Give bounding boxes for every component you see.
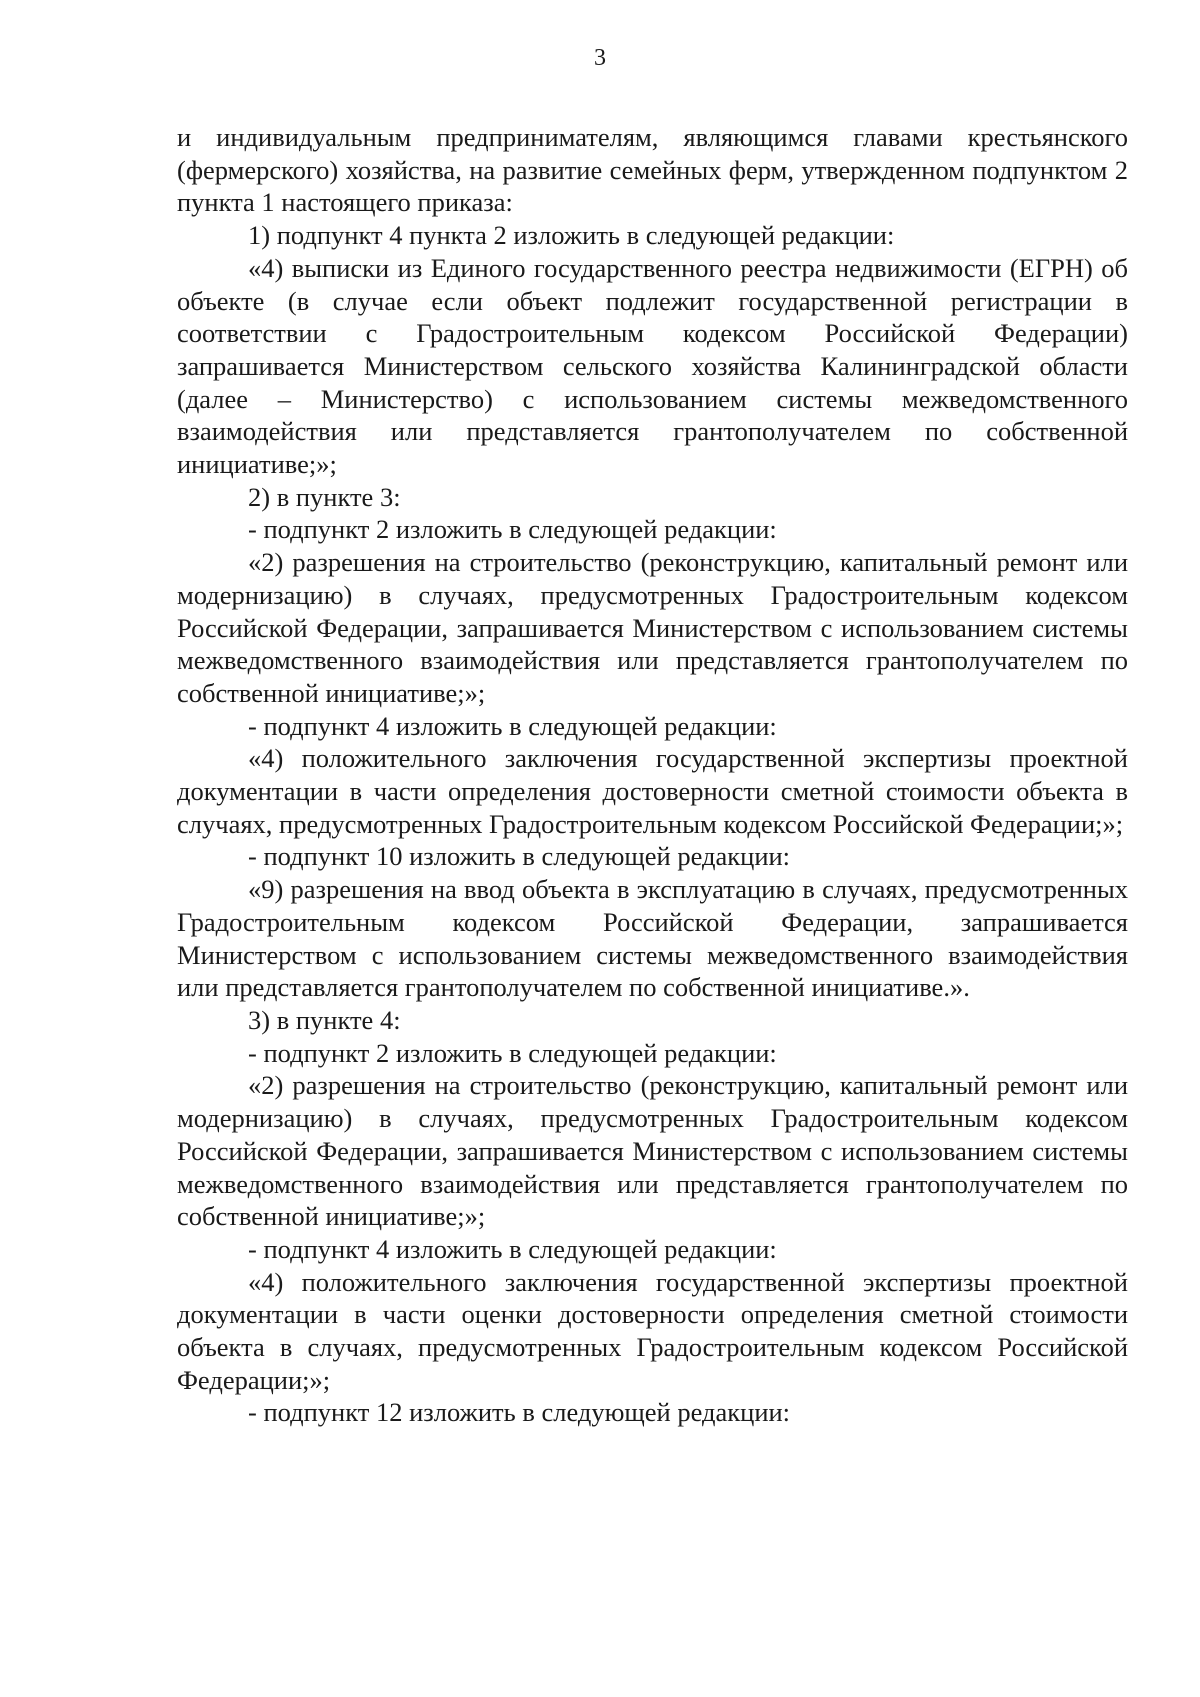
paragraph: «2) разрешения на строительство (реконструкцию, капитальный ремонт или модернизацию) в случаях, предусмотренных Градостроительным кодексом Российской Федерации, запрашивается Министерством с использованием системы межведомственного взаимодействия или представляется грантополучателем по собственной инициативе;»;	[177, 547, 1128, 708]
paragraph: и индивидуальным предпринимателям, являющимся главами крестьянского (фермерского) хозяйства, на развитие семейных ферм, утвержденном подпунктом 2 пункта 1 настоящего приказа:	[177, 122, 1128, 218]
paragraph: - подпункт 10 изложить в следующей редакции:	[248, 841, 791, 872]
paragraph: - подпункт 2 изложить в следующей редакции:	[248, 514, 777, 545]
page-number: 3	[594, 45, 606, 71]
paragraph: 3) в пункте 4:	[248, 1004, 401, 1035]
document-body	[177, 121, 1128, 1429]
paragraph: - подпункт 12 изложить в следующей редакции:	[248, 1397, 791, 1428]
paragraph: «9) разрешения на ввод объекта в эксплуатацию в случаях, предусмотренных Градостроительным кодексом Российской Федерации, запрашивается Министерством с использованием системы межведомственного взаимодействия или представляется грантополучателем по собственной инициативе.».	[177, 874, 1128, 1003]
paragraph: - подпункт 2 изложить в следующей редакции:	[248, 1037, 777, 1068]
paragraph: 2) в пункте 3:	[248, 481, 401, 512]
paragraph: - подпункт 4 изложить в следующей редакции:	[248, 1233, 777, 1264]
paragraph: - подпункт 4 изложить в следующей редакции:	[248, 710, 777, 741]
paragraph: «4) положительного заключения государственной экспертизы проектной документации в части оценки достоверности определения сметной стоимости объекта в случаях, предусмотренных Градостроительным кодексом Российской Федерации;»;	[177, 1266, 1128, 1395]
paragraph: «4) положительного заключения государственной экспертизы проектной документации в части определения достоверности сметной стоимости объекта в случаях, предусмотренных Градостроительным кодексом Российской Федерации;»;	[177, 743, 1128, 839]
paragraph: 1) подпункт 4 пункта 2 изложить в следующей редакции:	[248, 220, 895, 251]
paragraph: «4) выписки из Единого государственного реестра недвижимости (ЕГРН) об объекте (в случае если объект подлежит государственной регистрации в соответствии с Градостроительным кодексом Российской Федерации) запрашивается Министерством сельского хозяйства Калининградской области (далее – Министерство) с использованием системы межведомственного взаимодействия или представляется грантополучателем по собственной инициативе;»;	[177, 252, 1128, 480]
paragraph: «2) разрешения на строительство (реконструкцию, капитальный ремонт или модернизацию) в случаях, предусмотренных Градостроительным кодексом Российской Федерации, запрашивается Министерством с использованием системы межведомственного взаимодействия или представляется грантополучателем по собственной инициативе;»;	[177, 1070, 1128, 1232]
